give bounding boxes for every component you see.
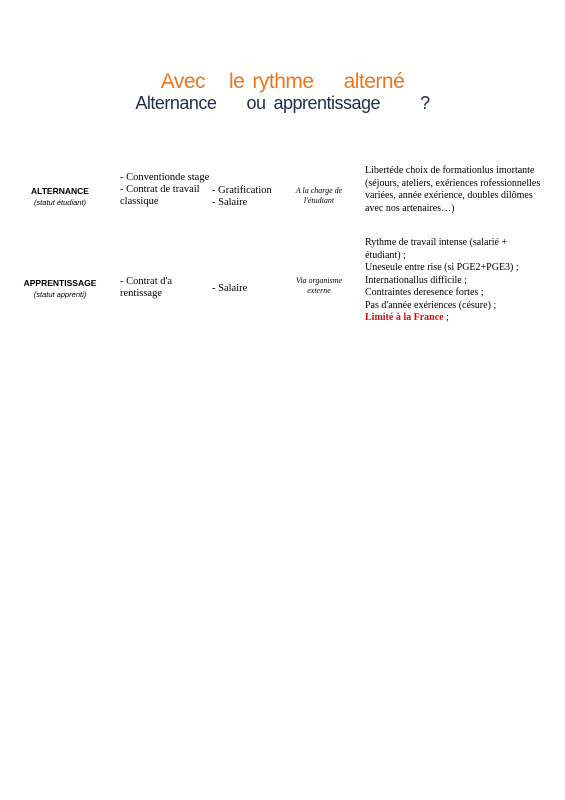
row-label-apprentissage: APPRENTISSAGE xyxy=(23,278,97,288)
title-word: Alternance xyxy=(135,93,217,113)
pay-cell-alternance xyxy=(212,185,288,209)
advantage-line: Pas d'année exériences (césure) ; xyxy=(365,299,497,311)
pay-item: - Salaire xyxy=(212,197,248,208)
title-word: Avec xyxy=(160,70,206,93)
advantage-line: Uneseule entre rise (si PGE2+PGE3) ; xyxy=(365,262,519,273)
pay-item: - Gratification xyxy=(212,185,272,196)
advantage-line: Contraintes deresence fortes ; xyxy=(365,287,484,298)
warning-text: Limité à la France xyxy=(365,312,444,323)
title-line-1 xyxy=(0,70,565,94)
title-word: apprentissage xyxy=(273,93,381,113)
funding-cell-alternance: A la charge de l'étudiant xyxy=(295,186,343,205)
pay-cell-apprentissage: - Salaire xyxy=(212,283,248,294)
advantages-cell-alternance: Libertéde choix de formationlus imortante (séjours, ateliers, exériences rofessionnelles variées, année exérience, doubles dilômes avec nos artenaires…) xyxy=(365,165,541,214)
contract-item: - Contrat de travail classique xyxy=(120,184,200,207)
title-word: rythme xyxy=(252,70,314,93)
row-status-apprentissage: (statut apprenti) xyxy=(33,290,87,299)
warning-suffix: ; xyxy=(443,312,449,323)
advantage-line: Rythme de travail intense (salarié + étudiant) ; xyxy=(365,237,508,261)
contract-cell-apprentissage: - Contrat d'a rentissage xyxy=(120,276,173,299)
title-word: le xyxy=(229,70,245,93)
advantage-line xyxy=(365,312,545,325)
row-status-alternance: (statut étudiant) xyxy=(33,198,87,207)
title-word: ? xyxy=(420,93,430,113)
advantage-line: Internationallus difficile ; xyxy=(365,274,468,286)
title-word: ou xyxy=(246,93,266,113)
contract-item: - Conventionde stage xyxy=(120,172,210,183)
funding-cell-apprentissage: Via organisme externe xyxy=(296,276,342,295)
row-label-alternance: ALTERNANCE xyxy=(31,186,89,196)
contract-cell-alternance xyxy=(120,172,212,208)
title-line-2 xyxy=(0,93,565,114)
title-word: alterné xyxy=(343,70,405,93)
advantages-cell-apprentissage xyxy=(365,237,545,325)
